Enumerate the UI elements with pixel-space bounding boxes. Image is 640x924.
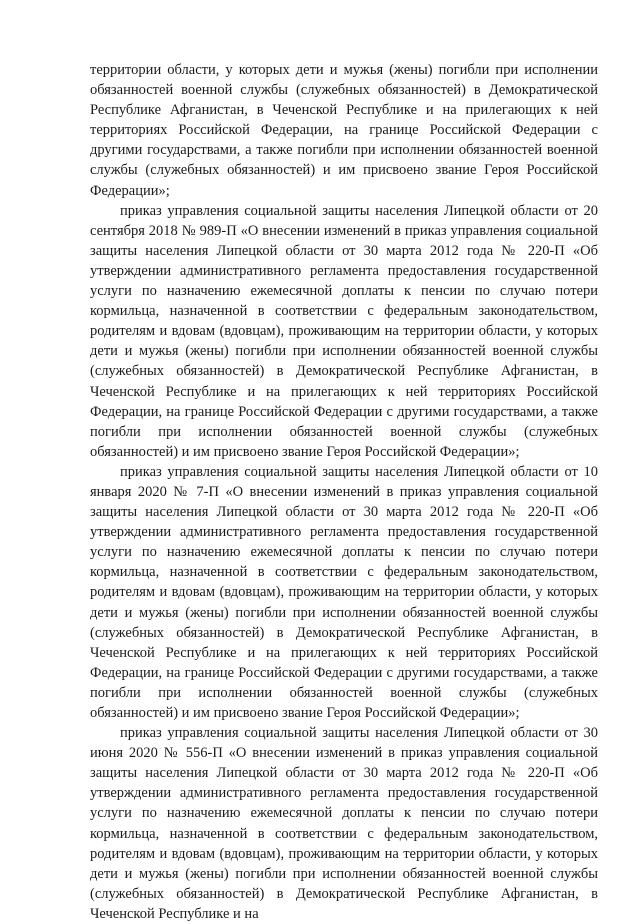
- paragraph-4: приказ управления социальной защиты населения Липецкой области от 30 июня 2020 № 556-П «О внесении изменений в приказ управления социальной защиты населения Липецкой области от 30 марта 2012 года № 220-П «Об утверждении административного регламента предоставления государственной услуги по назначению ежемесячной доплаты к пенсии по случаю потери кормильца, назначенной в соответствии с федеральным законодательством, родителям и вдовам (вдовцам), проживающим на территории области, у которых дети и мужья (жены) погибли при исполнении обязанностей военной службы (служебных обязанностей) в Демократической Республике Афганистан, в Чеченской Республике и на: [90, 725, 598, 922]
- paragraph-2: приказ управления социальной защиты населения Липецкой области от 20 сентября 2018 № 989-П «О внесении изменений в приказ управления социальной защиты населения Липецкой области от 30 марта 2012 года № 220-П «Об утверждении административного регламента предоставления государственной услуги по назначению ежемесячной доплаты к пенсии по случаю потери кормильца, назначенной в соответствии с федеральным законодательством, родителям и вдовам (вдовцам), проживающим на территории области, у которых дети и мужья (жены) погибли при исполнении обязанностей военной службы (служебных обязанностей) в Демократической Республике Афганистан, в Чеченской Республике и на прилегающих к ней территориях Российской Федерации, на границе Российской Федерации с другими государствами, а также погибли при исполнении обязанностей военной службы (служебных обязанностей) и им присвоено звание Героя Российской Федерации»;: [90, 202, 598, 460]
- paragraph-3: приказ управления социальной защиты населения Липецкой области от 10 января 2020 № 7-П «О внесении изменений в приказ управления социальной защиты населения Липецкой области от 30 марта 2012 года № 220-П «Об утверждении административного регламента предоставления государственной услуги по назначению ежемесячной доплаты к пенсии по случаю потери кормильца, назначенной в соответствии с федеральным законодательством, родителям и вдовам (вдовцам), проживающим на территории области, у которых дети и мужья (жены) погибли при исполнении обязанностей военной службы (служебных обязанностей) в Демократической Республике Афганистан, в Чеченской Республике и на прилегающих к ней территориях Российской Федерации, на границе Российской Федерации с другими государствами, а также погибли при исполнении обязанностей военной службы (служебных обязанностей) и им присвоено звание Героя Российской Федерации»;: [90, 463, 598, 721]
- paragraph-1: территории области, у которых дети и мужья (жены) погибли при исполнении обязанностей военной службы (служебных обязанностей) в Демократической Республике Афганистан, в Чеченской Республике и на прилегающих к ней территориях Российской Федерации, на границе Российской Федерации с другими государствами, а также погибли при исполнении обязанностей военной службы (служебных обязанностей) и им присвоено звание Героя Российской Федерации»;: [90, 62, 598, 199]
- document-body: [90, 60, 598, 924]
